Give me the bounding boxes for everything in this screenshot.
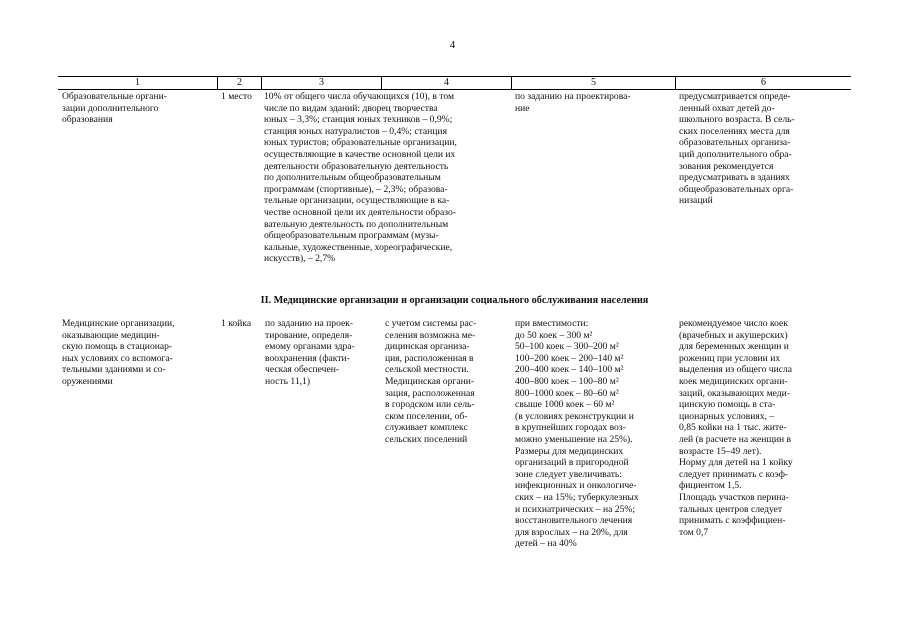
text-line: юных – 3,3%; станция юных техников – 0,9%;	[264, 114, 453, 126]
text-line: дицинская организа-	[385, 341, 470, 353]
cell-organization-type	[58, 317, 217, 550]
text-line: емому органами здра-	[265, 341, 355, 353]
text-line: в крупнейших городах воз-	[515, 422, 626, 434]
text-line: осуществляющие в качестве основной цели их	[264, 148, 456, 160]
text-line: в городском или сель-	[385, 399, 475, 411]
text-line: 200–400 коек – 140–100 м²	[515, 364, 624, 376]
text-line: 800–1000 коек – 80–60 м²	[515, 387, 619, 399]
text-line: юных туристов; образовательные организации,	[264, 137, 457, 149]
cell-unit	[217, 317, 261, 550]
text-line: образования	[62, 114, 113, 126]
text-line: числе по видам зданий: дворец творчества	[264, 102, 438, 114]
text-line: можно уменьшение на 25%).	[515, 433, 633, 445]
text-line: ских – на 15%; туберкулезных	[515, 491, 639, 503]
text-line: (врачебных и акушерских)	[679, 329, 788, 341]
text-line: для взрослых – на 20%, для	[515, 526, 628, 538]
text-line: ных условиях со вспомога-	[62, 352, 173, 364]
text-line: скую помощь в стационар-	[62, 341, 173, 353]
text-line: тальных центров следует	[679, 503, 783, 515]
text-line: до 50 коек – 300 м²	[515, 329, 593, 341]
text-line: свыше 1000 коек – 60 м²	[515, 399, 615, 411]
header-col-1: 1	[135, 77, 140, 88]
text-line: предусматривать в зданиях	[679, 172, 790, 184]
text-line: зования рекомендуется	[679, 160, 774, 172]
text-line: 1 место	[221, 91, 252, 102]
text-line: селения возможна ме-	[385, 329, 476, 341]
text-line: школьного возраста. В сель-	[679, 114, 795, 126]
text-line: по заданию на проек-	[265, 318, 354, 329]
text-line: зации дополнительного	[62, 102, 159, 114]
text-line: рекомендуемое число коек	[679, 318, 788, 329]
text-line: общеобразовательных орга-	[679, 183, 794, 195]
text-line: инфекционных и онкологиче-	[515, 480, 637, 492]
cell-unit	[217, 90, 261, 286]
cell-norms-merged	[261, 90, 511, 286]
text-line: честве основной цели их деятельности образо-	[264, 206, 456, 218]
text-line: низаций	[679, 195, 713, 207]
section-title: II. Медицинские организации и организации социального обслуживания населения	[260, 295, 649, 306]
text-line: ских поселениях места для	[679, 125, 790, 137]
header-col-2: 2	[217, 77, 261, 89]
text-line: общеобразовательным программам (музы-	[264, 230, 439, 242]
text-line: детей – на 40%	[515, 538, 577, 550]
text-line: кальные, художественные, хореографические,	[264, 241, 453, 253]
text-line: 0,85 койки на 1 тыс. жите-	[679, 422, 787, 434]
text-line: сельской местности.	[385, 364, 469, 376]
text-line: рожениц при условии их	[679, 352, 781, 364]
table-row-medical	[58, 317, 851, 550]
text-line: цинскую помощь в ста-	[679, 399, 776, 411]
text-line: тельные организации, осуществляющие в ка-	[264, 195, 450, 207]
cell-organization-type	[58, 90, 217, 286]
text-line: ций дополнительного обра-	[679, 148, 792, 160]
text-line: ция, расположенная в	[385, 352, 474, 364]
cell-accessibility	[381, 317, 511, 550]
cell-area-norms	[511, 90, 675, 286]
text-line: образовательных организа-	[679, 137, 791, 149]
text-line: принимать с коэффициен-	[679, 515, 786, 527]
text-line: Размеры для медицинских	[515, 445, 624, 457]
text-line: ние	[515, 102, 530, 114]
header-col-4: 4	[381, 77, 511, 89]
text-line: 400–800 коек – 100–80 м²	[515, 375, 619, 387]
page-number: 4	[449, 39, 456, 51]
text-line: ленный охват детей до-	[679, 102, 775, 114]
text-line: деятельности образовательную деятельность	[264, 160, 449, 172]
text-line: фициентом 1,5.	[679, 480, 742, 492]
text-line: возрасте 15–49 лет).	[679, 445, 762, 457]
table-header-row	[58, 76, 851, 90]
text-line: (в условиях реконструкции и	[515, 410, 634, 422]
text-line: воохранения (факти-	[265, 352, 350, 364]
header-col-5: 5	[511, 77, 675, 89]
text-line: 10% от общего числа обучающихся (10), в том	[264, 91, 455, 102]
text-line: ческая обеспечен-	[265, 364, 340, 376]
text-line: оружениями	[62, 375, 113, 387]
text-line: Медицинские организации,	[62, 318, 175, 329]
text-line: зация, расположенная	[385, 387, 475, 399]
cell-notes	[675, 90, 851, 286]
text-line: следует принимать с коэф-	[679, 468, 789, 480]
text-line: 100–200 коек – 200–140 м²	[515, 352, 624, 364]
text-line: по заданию на проектирова-	[515, 91, 631, 102]
text-line: тирование, определя-	[265, 329, 353, 341]
text-line: искусств), – 2,7%	[264, 253, 336, 265]
header-col-3: 3	[261, 77, 381, 89]
text-line: и психиатрических – на 25%;	[515, 503, 636, 515]
text-line: ском поселении, об-	[385, 410, 468, 422]
table-row-education	[58, 90, 851, 286]
text-line: по дополнительным общеобразовательным	[264, 172, 441, 184]
text-line: служивает комплекс	[385, 422, 468, 434]
text-line: программам (спортивные), – 2,3%; образова-	[264, 183, 448, 195]
text-line: Образовательные органи-	[62, 91, 167, 102]
text-line: с учетом системы рас-	[385, 318, 477, 329]
norms-table	[58, 76, 851, 550]
text-line: Норму для детей на 1 койку	[679, 457, 793, 469]
text-line: зоне следует увеличивать:	[515, 468, 622, 480]
cell-area-norms	[511, 317, 675, 550]
text-line: организаций в пригородной	[515, 457, 629, 469]
text-line: сельских поселений	[385, 433, 468, 445]
text-line: предусматривается опреде-	[679, 91, 791, 102]
header-col-6: 6	[675, 77, 851, 89]
text-line: оказывающие медицин-	[62, 329, 160, 341]
text-line: Медицинская органи-	[385, 375, 475, 387]
cell-norm-level	[261, 317, 381, 550]
text-line: Площадь участков перина-	[679, 491, 789, 503]
text-line: тельными зданиями и со-	[62, 364, 166, 376]
text-line: ность 11,1)	[265, 375, 311, 387]
text-line: восстановительного лечения	[515, 515, 633, 527]
text-line: коек медицинских органи-	[679, 375, 788, 387]
text-line: для беременных женщин и	[679, 341, 789, 353]
cell-notes	[675, 317, 851, 550]
text-line: станция юных натуралистов – 0,4%; станция	[264, 125, 447, 137]
text-line: при вместимости:	[515, 318, 589, 329]
text-line: 50–100 коек – 300–200 м²	[515, 341, 619, 353]
text-line: заций, оказывающих меди-	[679, 387, 791, 399]
text-line: вательную деятельность по дополнительным	[264, 218, 449, 230]
text-line: 1 койка	[221, 318, 252, 329]
text-line: ционарных условиях, –	[679, 410, 775, 422]
text-line: выделения из общего числа	[679, 364, 793, 376]
text-line: том 0,7	[679, 526, 709, 538]
text-line: лей (в расчете на женщин в	[679, 433, 792, 445]
